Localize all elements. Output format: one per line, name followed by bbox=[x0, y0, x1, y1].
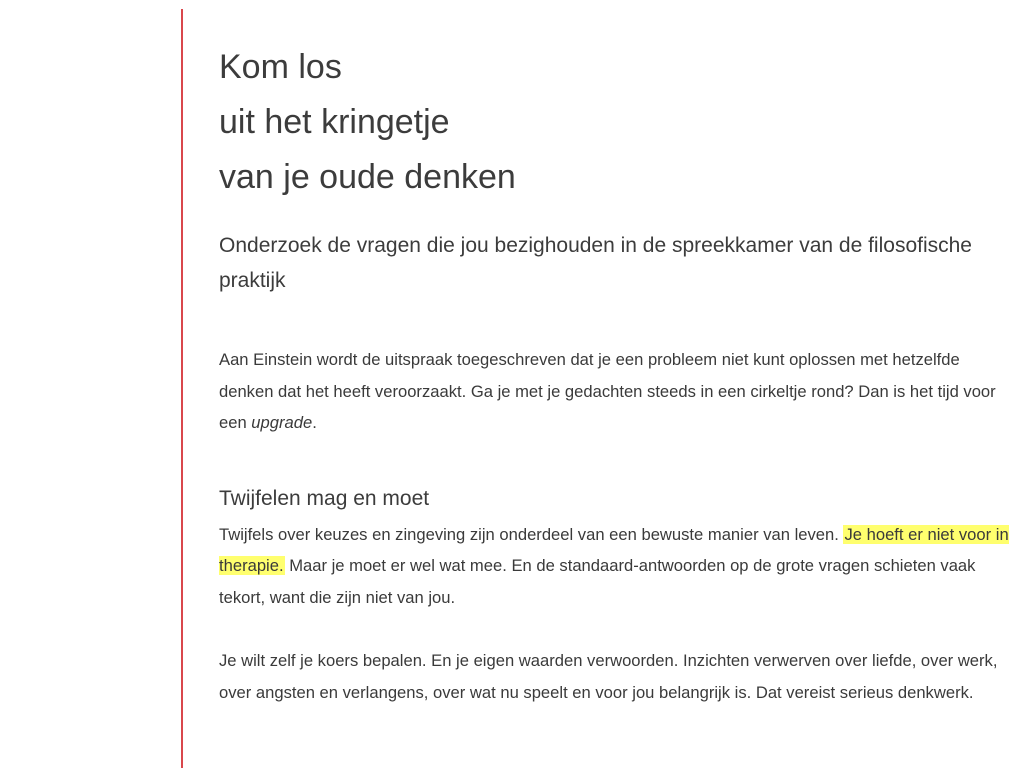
section-paragraph-1 bbox=[219, 519, 1014, 614]
accent-vertical-line bbox=[181, 9, 183, 768]
hero-title bbox=[219, 40, 1014, 205]
hero-subtitle: Onderzoek de vragen die jou bezighouden in de spreekkamer van de filosofische praktijk bbox=[219, 234, 972, 292]
intro-text: Aan Einstein wordt de uitspraak toegeschreven dat je een probleem niet kunt oplossen met hetzelfde denken dat het heeft veroorzaakt. Ga je met je gedachten steeds in een cirkeltje rond? Dan is het tijd voor een bbox=[219, 350, 996, 432]
section-paragraph-2: Je wilt zelf je koers bepalen. En je eigen waarden verwoorden. Inzichten verwerven over liefde, over werk, over angsten en verlangens, over wat nu speelt en voor jou belangrijk is. Dat vereist serieus denkwerk. bbox=[219, 651, 998, 702]
paragraph-1-text-after: Maar je moet er wel wat mee. En de standaard-antwoorden op de grote vragen schieten vaak tekort, want die zijn niet van jou. bbox=[219, 556, 976, 607]
hero-title-line: uit het kringetje bbox=[219, 103, 450, 141]
intro-end: . bbox=[312, 413, 317, 432]
hero-title-line: van je oude denken bbox=[219, 158, 516, 196]
highlighted-text: Je hoeft er niet voor in therapie. bbox=[219, 524, 1009, 575]
main-content bbox=[219, 40, 1014, 708]
intro-paragraph bbox=[219, 344, 1014, 439]
hero-title-line: Kom los bbox=[219, 48, 342, 86]
intro-emphasis: upgrade bbox=[251, 413, 313, 432]
paragraph-1-text-before: Twijfels over keuzes en zingeving zijn onderdeel van een bewuste manier van leven. bbox=[219, 524, 844, 544]
section-heading: Twijfelen mag en moet bbox=[219, 486, 430, 510]
